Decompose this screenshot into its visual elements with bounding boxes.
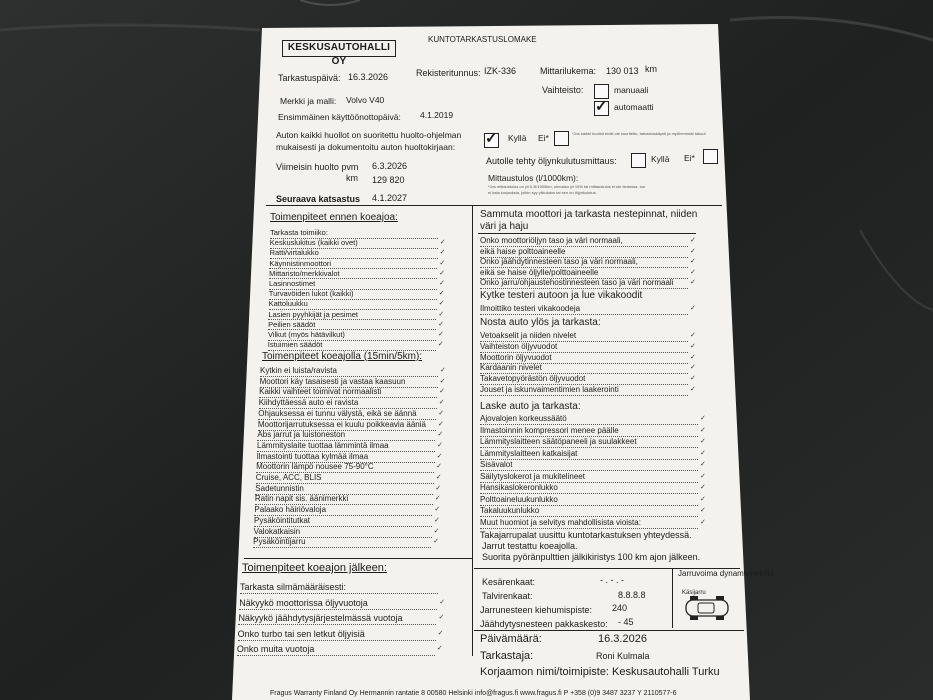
left-section-2-item: Abs jarrut ja luistoneston xyxy=(257,430,346,440)
summer-tires-value: - . - . - xyxy=(600,575,624,585)
check-mark-icon: ✓ xyxy=(434,506,441,514)
right-section-3-line xyxy=(480,395,688,396)
checkmark-icon: ✓ xyxy=(595,98,608,115)
left-section-1-item: Lasinnostimet xyxy=(268,279,316,288)
check-mark-icon: ✓ xyxy=(700,415,706,422)
oil-yes-checkbox[interactable] xyxy=(631,153,646,168)
service-question-2: mukaisesti ja dokumentoitu auton huoltokirjaan: xyxy=(276,142,456,152)
check-mark-icon: ✓ xyxy=(438,409,445,417)
checkmark-icon: ✓ xyxy=(485,130,498,147)
check-mark-icon: ✓ xyxy=(700,472,706,480)
coolant-value: - 45 xyxy=(618,617,634,627)
right-section-4-item: Muut huomiot ja selvitys mahdollisista vioista: xyxy=(480,517,641,527)
left-section-2-item: Valokatkaisin xyxy=(253,526,301,536)
left-section-2-line xyxy=(253,547,431,548)
check-mark-icon: ✓ xyxy=(439,259,446,267)
form-title: KUNTOTARKASTUSLOMAKE xyxy=(428,35,537,44)
right-section-1-title: Sammuta moottori ja tarkasta nestepinnat, niiden xyxy=(480,209,698,220)
right-section-4-line xyxy=(480,470,698,471)
check-mark-icon: ✓ xyxy=(690,237,696,244)
left-section-3-line xyxy=(238,624,436,625)
left-section-1-item: Mittaristo/merkkivalot xyxy=(269,268,340,278)
coolant-label: Jäähdytysnesteen pakkaskesto: xyxy=(480,619,608,629)
check-mark-icon: ✓ xyxy=(700,449,706,457)
right-section-4-item: Säilytyslokerot ja mukitelineet xyxy=(480,471,585,481)
check-mark-icon: ✓ xyxy=(438,320,445,328)
right-section-4-line xyxy=(480,424,698,425)
right-section-4-item: Ilmastoinnin kompressori menee päälle xyxy=(480,425,619,435)
right-section-1-title-2: väri ja haju xyxy=(480,221,529,232)
check-mark-icon: ✓ xyxy=(437,420,444,428)
left-section-3-divider xyxy=(244,558,472,559)
check-mark-icon: ✓ xyxy=(437,441,443,449)
left-section-3-title: Toimenpiteet koeajon jälkeen: xyxy=(242,562,387,574)
workshop-value: Keskusautohalli Turku xyxy=(612,666,720,678)
right-section-4-item: Lämmityslaitteen säätöpaneeli ja suulakkeet xyxy=(480,437,637,446)
check-mark-icon: ✓ xyxy=(700,484,706,491)
check-mark-icon: ✓ xyxy=(690,258,696,265)
note-1: Takajarrupalat uusittu kuntotarkastuksen yhteydessä. xyxy=(480,530,692,540)
left-section-1-item: Ratti/virtalukko xyxy=(269,248,319,258)
dyno-sublabel: Käsijarru xyxy=(682,590,706,596)
left-section-2-item: Ohjauksessa ei tunnu välystä, eikä se äännä xyxy=(258,408,417,418)
left-section-3-item: Onko muita vuotoja xyxy=(236,644,315,654)
auto-label: automaatti xyxy=(614,102,654,112)
left-section-2-item: Sadetunnistin xyxy=(255,483,304,493)
right-section-2-title: Kytke testeri autoon ja lue vikakoodit xyxy=(480,290,643,301)
column-divider xyxy=(472,206,473,656)
right-section-3-item: Takavetopyörästön öljyvuodot xyxy=(480,374,586,384)
left-section-1-item: Keskuslukitus (kaikki ovet) xyxy=(269,238,358,248)
service-question-1: Auton kaikki huollot on suoritettu huolto-ohjelman xyxy=(276,130,462,140)
left-section-3-line xyxy=(239,609,437,610)
brake-fluid-value: 240 xyxy=(612,603,628,613)
right-section-2-item: Ilmoittiko testeri vikakoodeja xyxy=(480,304,581,313)
right-section-4-line xyxy=(480,447,698,448)
company-logo: KESKUSAUTOHALLI OY xyxy=(282,40,396,57)
left-section-2-item: Palaako häiriövaloja xyxy=(254,505,327,515)
oil-no-label: Ei* xyxy=(684,153,695,163)
reg-label: Rekisteritunnus: xyxy=(416,68,481,78)
left-section-2-item: Moottori käy tasaisesti ja vastaa kaasuun xyxy=(259,376,406,386)
winter-tires-label: Talvirenkaat: xyxy=(482,591,533,601)
last-service-date: 6.3.2026 xyxy=(372,161,408,171)
left-section-1-item: Käynnistinmoottori xyxy=(269,258,332,268)
left-section-1-item: Istuimien säädöt xyxy=(267,340,323,350)
brake-fluid-label: Jarrunesteen kiehumispiste: xyxy=(480,605,593,615)
right-section-1-line xyxy=(480,288,688,289)
check-mark-icon: ✓ xyxy=(439,377,446,385)
check-mark-icon: ✓ xyxy=(435,474,442,481)
check-mark-icon: ✓ xyxy=(700,438,706,445)
check-mark-icon: ✓ xyxy=(690,268,696,276)
check-mark-icon: ✓ xyxy=(690,305,696,312)
left-section-1-item: Tarkasta toimiiko: xyxy=(270,228,328,237)
inspection-date: 16.3.2026 xyxy=(348,72,389,82)
left-section-3-item: Onko turbo tai sen letkut öljyisiä xyxy=(237,628,365,639)
left-section-2-item: Pysäköintijarru xyxy=(253,537,306,547)
left-section-1-item: Lasien pyyhkijät ja pesimet xyxy=(268,309,358,319)
check-mark-icon: ✓ xyxy=(438,399,445,407)
left-section-2-item: Kaikki vaihteet toimivat normaalisti xyxy=(259,387,382,397)
winter-tires-value: 8.8.8.8 xyxy=(618,590,646,600)
check-mark-icon: ✓ xyxy=(700,518,706,526)
check-mark-icon: ✓ xyxy=(690,247,696,255)
right-section-4-item: Lämmityslaitteen katkaisijat xyxy=(480,448,578,458)
check-mark-icon: ✓ xyxy=(690,342,696,350)
check-mark-icon: ✓ xyxy=(436,645,443,652)
check-mark-icon: ✓ xyxy=(436,463,443,471)
left-section-3-item: Näkyykö jäähdytysjärjestelmässä vuotoja xyxy=(238,613,403,623)
right-section-3-item: Moottorin öljyvuodot xyxy=(480,352,552,362)
check-mark-icon: ✓ xyxy=(436,452,443,460)
check-mark-icon: ✓ xyxy=(439,598,446,606)
check-mark-icon: ✓ xyxy=(690,279,696,286)
manual-checkbox[interactable] xyxy=(594,84,609,99)
left-section-3-line xyxy=(237,655,435,656)
right-section-1-item: Onko jäähdytinnesteen taso ja väri normaali, xyxy=(480,257,638,266)
right-section-4-line xyxy=(480,528,698,529)
inspection-date-label: Tarkastuspäivä: xyxy=(278,73,341,83)
right-section-1-item: Onko moottoriöljyn taso ja väri normaali, xyxy=(480,236,623,245)
left-section-3-item: Näkyykö moottorissa öljyvuotoja xyxy=(239,597,368,608)
odometer-label: Mittarilukema: xyxy=(540,66,597,76)
check-mark-icon: ✓ xyxy=(438,310,445,318)
service-yes-label: Kyllä xyxy=(508,133,527,143)
note-2: Jarrut testattu koeajolla. xyxy=(482,541,578,551)
inspector-label: Tarkastaja: xyxy=(480,650,534,662)
odometer-unit: km xyxy=(645,64,657,74)
dyno-divider xyxy=(672,568,673,628)
right-section-2-line xyxy=(480,314,688,315)
check-mark-icon: ✓ xyxy=(700,461,706,468)
reg-number: IZK-336 xyxy=(484,66,517,76)
check-mark-icon: ✓ xyxy=(438,280,445,287)
last-service-km-label: km xyxy=(346,173,358,183)
left-section-2-title: Toimenpiteet koeajolla (15min/5km): xyxy=(262,351,423,362)
left-section-2-item: Kytkin ei luista/ravista xyxy=(260,366,337,375)
check-mark-icon: ✓ xyxy=(700,426,706,434)
next-inspection-label: Seuraava katsastus xyxy=(276,194,361,204)
dyno-label: Jarruvoima dynamometrillä xyxy=(678,569,775,578)
left-section-1-item: Turvavöiden lukot (kaikki) xyxy=(268,289,354,299)
last-service-label: Viimeisin huolto pvm xyxy=(276,162,359,172)
check-mark-icon: ✓ xyxy=(438,614,445,621)
left-section-2-item: Moottorijarrutuksessa ei kuulu poikkeavia ääniä xyxy=(257,419,426,429)
left-section-3-line xyxy=(238,640,436,641)
left-section-2-item: Ilmastointi tuottaa kylmää ilmaa xyxy=(256,451,369,461)
first-reg-label: Ensimmäinen käyttöönottopäivä: xyxy=(278,112,401,122)
next-inspection-date: 4.1.2027 xyxy=(372,193,408,203)
right-section-4-line xyxy=(480,516,698,517)
check-mark-icon: ✓ xyxy=(433,538,440,546)
service-note: *Jos kaikki huollot eivät ole suoritettu, tarkastuskäynti ja myöhemmät takuut xyxy=(572,131,706,136)
car-diagram-icon xyxy=(680,594,736,622)
check-mark-icon: ✓ xyxy=(435,484,442,492)
check-mark-icon: ✓ xyxy=(433,527,440,535)
right-section-4-title: Laske auto ja tarkasta: xyxy=(480,401,581,412)
left-section-2-item: Moottorin lämpö nousee 75-90°C xyxy=(256,462,374,472)
check-mark-icon: ✓ xyxy=(439,269,446,277)
check-mark-icon: ✓ xyxy=(437,629,444,637)
check-mark-icon: ✓ xyxy=(440,367,446,374)
right-section-4-item: Polttoaineluukunlukko xyxy=(480,494,558,504)
last-service-km: 129 820 xyxy=(372,175,405,185)
left-section-2-item: Ratin napit sis. äänimerkki xyxy=(254,494,349,504)
left-section-1-title: Toimenpiteet ennen koeajoa: xyxy=(270,212,398,223)
first-reg-date: 4.1.2019 xyxy=(420,110,454,120)
check-mark-icon: ✓ xyxy=(690,364,696,372)
footer: Fragus Warranty Finland Oy Hermannin rantatie 8 00580 Helsinki info@fragus.fi www.fragus.fi P +358 (0)9 3487 3237 Y 2110577-6 xyxy=(270,690,677,697)
left-section-1-item: Peilien säädöt xyxy=(268,319,316,329)
oil-test-label: Autolle tehty öljynkulutusmittaus: xyxy=(486,156,617,166)
header-divider xyxy=(266,205,722,206)
check-mark-icon: ✓ xyxy=(690,386,696,393)
right-section-3-item: Kardaanin nivelet xyxy=(480,363,542,373)
left-section-2-item: Cruise, ACC, BLIS xyxy=(255,473,322,482)
manual-label: manuaali xyxy=(614,85,649,95)
left-section-3-item: Tarkasta silmämääräisesti: xyxy=(240,582,347,592)
check-mark-icon: ✓ xyxy=(700,495,706,503)
note-3: Suorita pyöränpulttien jälkikiristys 100 km ajon jälkeen. xyxy=(482,552,701,562)
check-mark-icon: ✓ xyxy=(438,290,445,298)
date-value: 16.3.2026 xyxy=(598,633,647,645)
check-mark-icon: ✓ xyxy=(437,341,444,349)
right-section-3-title: Nosta auto ylös ja tarkasta: xyxy=(480,317,601,328)
right-section-4-item: Hansikaslokeronlukko xyxy=(480,483,558,492)
service-no-label: Ei* xyxy=(538,133,549,143)
check-mark-icon: ✓ xyxy=(439,388,446,396)
right-section-3-item: Vetoakselit ja niiden nivelet xyxy=(480,331,577,340)
right-section-3-item: Jouset ja iskunvaimentimien laakerointi xyxy=(480,385,619,394)
right-section-4-line xyxy=(480,493,698,494)
right-section-1-underline xyxy=(478,233,696,234)
right-section-1-item: Onko jarru/ohjaustehostinnesteen taso ja väri normaali xyxy=(480,278,674,287)
oil-note-2: ei kata korjauksia, joihin syy ylikulutus tai sen on öljynkulutus. xyxy=(488,190,597,195)
right-section-1-item: eikä se haise öljylle/polttoaineelle xyxy=(480,267,599,277)
signature-divider xyxy=(474,630,744,631)
left-section-1-item: Vilkut (myös hätävilkut) xyxy=(267,330,345,339)
date-label: Päivämäärä: xyxy=(480,633,542,645)
oil-no-checkbox[interactable] xyxy=(703,149,718,164)
check-mark-icon: ✓ xyxy=(690,332,696,339)
check-mark-icon: ✓ xyxy=(438,300,445,308)
oil-yes-label: Kyllä xyxy=(651,154,670,164)
check-mark-icon: ✓ xyxy=(434,516,440,524)
right-section-4-item: Ajovalojen korkeussäätö xyxy=(480,414,567,423)
right-section-4-item: Sisävalot xyxy=(480,460,513,469)
right-section-4-item: Takaluukunlukko xyxy=(480,506,540,515)
left-section-2-item: Lämmityslaite tuottaa lämmintä ilmaa xyxy=(257,440,389,450)
right-section-1-item: eikä haise polttoaineelle xyxy=(480,246,566,256)
make-value: Volvo V40 xyxy=(346,95,385,105)
check-mark-icon: ✓ xyxy=(434,495,441,503)
check-mark-icon: ✓ xyxy=(439,249,446,257)
check-mark-icon: ✓ xyxy=(690,353,696,361)
check-mark-icon: ✓ xyxy=(690,375,696,383)
oil-result-label: Mittaustulos (l/1000km): xyxy=(488,173,579,183)
make-label: Merkki ja malli: xyxy=(280,96,337,106)
inspector-value: Roni Kulmala xyxy=(596,651,650,661)
odometer-value: 130 013 xyxy=(606,66,639,76)
left-section-2-item: Pysäköintitutkat xyxy=(254,515,311,525)
right-section-3-item: Vaihteiston öljyvuodot xyxy=(480,341,558,351)
summer-tires-label: Kesärenkaat: xyxy=(482,577,536,587)
oil-note-1: *Jos mittaustulos on yli 0,3l/1000km, ohmaisu yli 15% tai mittaustulos ei ole tiedossa, tuo xyxy=(488,184,646,189)
check-mark-icon: ✓ xyxy=(437,431,444,439)
gearbox-label: Vaihteisto: xyxy=(542,85,584,95)
right-section-4-line xyxy=(480,459,698,460)
workshop-label: Korjaamon nimi/toimipiste: xyxy=(480,666,609,678)
check-mark-icon: ✓ xyxy=(700,507,706,514)
left-section-1-item: Kattoluukku xyxy=(268,299,308,309)
check-mark-icon: ✓ xyxy=(439,239,446,247)
left-section-2-item: Kiihdyttäessä auto ei ravista xyxy=(258,398,359,408)
service-no-checkbox[interactable] xyxy=(554,131,569,146)
check-mark-icon: ✓ xyxy=(437,331,444,338)
left-section-3-line xyxy=(240,593,438,594)
